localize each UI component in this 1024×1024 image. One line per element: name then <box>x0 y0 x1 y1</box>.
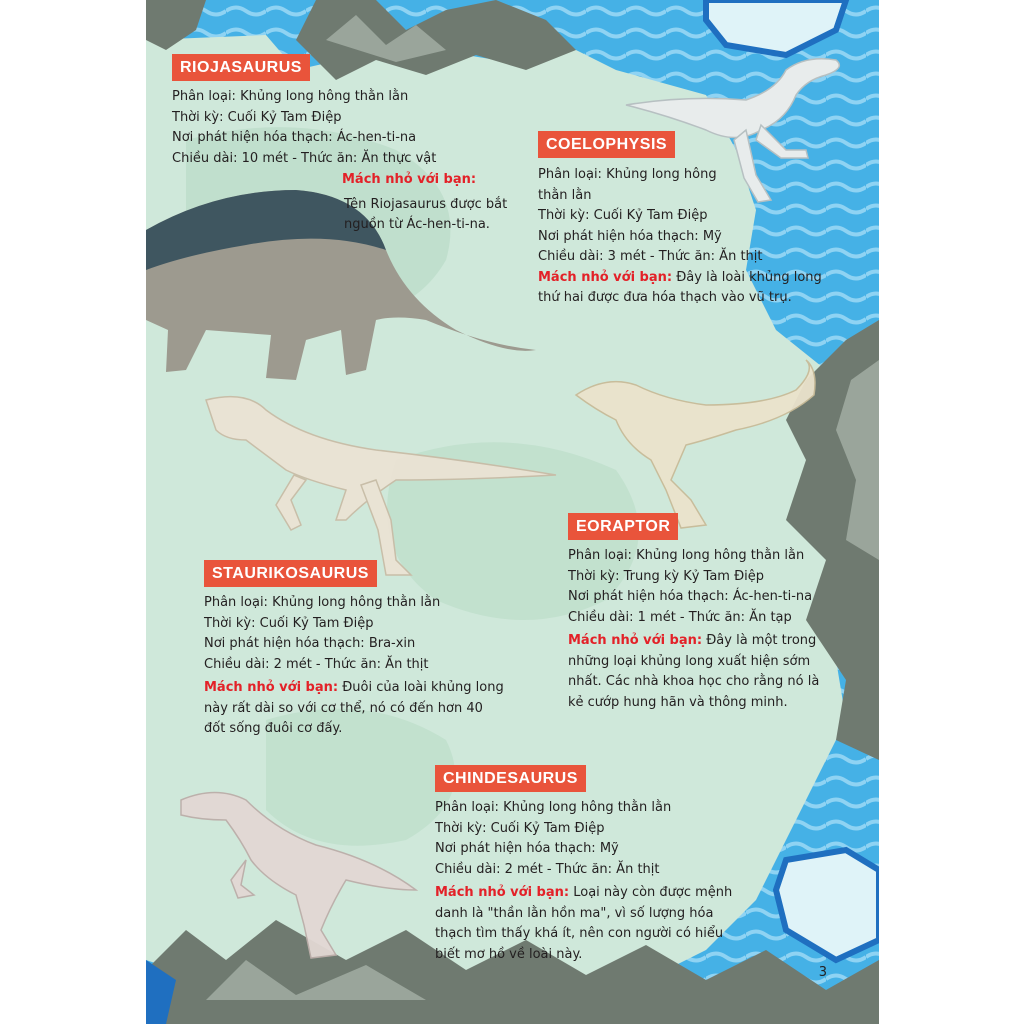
fact-line: Thời kỳ: Cuối Kỷ Tam Điệp <box>204 615 374 631</box>
staurikosaurus-name-tag: STAURIKOSAURUS <box>204 560 377 587</box>
tip-label: Mách nhỏ với bạn: <box>204 680 339 695</box>
fact-line: Thời kỳ: Cuối Kỷ Tam Điệp <box>538 208 708 223</box>
fact-line: Thời kỳ: Trung kỳ Kỷ Tam Điệp <box>568 568 765 584</box>
staurikosaurus-tip <box>204 678 524 740</box>
tip-line: biết mơ hồ về loài này. <box>435 946 583 962</box>
fact-line: Nơi phát hiện hóa thạch: Bra-xin <box>204 636 416 651</box>
staurikosaurus-facts <box>204 593 524 675</box>
tip-label: Mách nhỏ với bạn: <box>342 172 477 187</box>
fact-line: Phân loại: Khủng long hông thằn lằn <box>568 548 805 563</box>
fact-line: Thời kỳ: Cuối Kỷ Tam Điệp <box>435 820 605 836</box>
chindesaurus-facts <box>435 798 765 880</box>
eoraptor-tip <box>568 631 868 713</box>
riojasaurus-name-tag: RIOJASAURUS <box>172 54 310 81</box>
tip-line: nhất. Các nhà khoa học cho rằng nó là <box>568 674 820 689</box>
riojasaurus-facts <box>172 87 502 169</box>
coelophysis-facts <box>538 165 838 309</box>
coelophysis-name-tag: COELOPHYSIS <box>538 131 675 158</box>
tip-line: thứ hai được đưa hóa thạch vào vũ trụ. <box>538 290 792 305</box>
tip-line <box>204 678 524 699</box>
tip-text: Loại này còn được mệnh <box>573 885 733 900</box>
tip-line <box>568 631 868 652</box>
tip-text: Đây là một trong <box>706 633 817 648</box>
tip-line: Tên Riojasaurus được bắt <box>344 196 508 212</box>
fact-line: Phân loại: Khủng long hông thằn lằn <box>204 595 441 610</box>
fact-line: Nơi phát hiện hóa thạch: Ác-hen-ti-na <box>568 589 813 604</box>
fact-line: Chiều dài: 10 mét - Thức ăn: Ăn thực vật <box>172 150 437 166</box>
section-riojasaurus <box>172 54 502 169</box>
fact-line: Chiều dài: 2 mét - Thức ăn: Ăn thịt <box>435 861 660 877</box>
fact-line: Phân loại: Khủng long hông thằn lằn <box>172 89 409 104</box>
tip-line: thạch tìm thấy khá ít, nên con người có hiểu <box>435 926 724 941</box>
tip-text: Đuôi của loài khủng long <box>342 680 504 695</box>
section-chindesaurus <box>435 765 765 965</box>
tip-line: nguồn từ Ác-hen-ti-na. <box>344 217 490 232</box>
section-coelophysis <box>538 131 838 309</box>
fact-line: Phân loại: Khủng long hông <box>538 167 717 182</box>
fact-line: Phân loại: Khủng long hông thằn lằn <box>435 800 672 815</box>
fact-line: Nơi phát hiện hóa thạch: Mỹ <box>435 841 619 856</box>
tip-label: Mách nhỏ với bạn: <box>538 269 673 285</box>
fact-line: thằn lằn <box>538 187 592 203</box>
section-staurikosaurus <box>204 560 524 740</box>
book-page <box>146 0 879 1024</box>
fact-line: Thời kỳ: Cuối Kỷ Tam Điệp <box>172 109 342 125</box>
tip-line <box>435 883 765 904</box>
tip-line: những loại khủng long xuất hiện sớm <box>568 653 811 669</box>
fact-line: Nơi phát hiện hóa thạch: Ác-hen-ti-na <box>172 130 417 145</box>
chindesaurus-name-tag: CHINDESAURUS <box>435 765 586 792</box>
fact-line: Nơi phát hiện hóa thạch: Mỹ <box>538 228 722 244</box>
eoraptor-name-tag: EORAPTOR <box>568 513 678 540</box>
tip-label: Mách nhỏ với bạn: <box>435 885 570 900</box>
tip-line: đốt sống đuôi cơ đấy. <box>204 721 343 736</box>
section-eoraptor <box>568 513 868 713</box>
tip-line: danh là "thần lằn hồn ma", vì số lượng hóa <box>435 905 714 921</box>
eoraptor-facts <box>568 546 868 628</box>
tip-line: kẻ cướp hung hãn và thông minh. <box>568 694 788 710</box>
fact-line: Chiều dài: 1 mét - Thức ăn: Ăn tạp <box>568 609 792 625</box>
riojasaurus-tip <box>342 170 542 236</box>
tip-line: này rất dài so với cơ thể, nó có đến hơn 40 <box>204 700 483 716</box>
tip-label: Mách nhỏ với bạn: <box>568 633 703 648</box>
fact-line: Chiều dài: 2 mét - Thức ăn: Ăn thịt <box>204 656 429 672</box>
tip-line <box>538 268 838 289</box>
fact-line: Chiều dài: 3 mét - Thức ăn: Ăn thịt <box>538 249 763 264</box>
page-number: 3 <box>818 965 827 980</box>
tip-text: Đây là loài khủng long <box>676 269 822 285</box>
chindesaurus-tip <box>435 883 765 965</box>
